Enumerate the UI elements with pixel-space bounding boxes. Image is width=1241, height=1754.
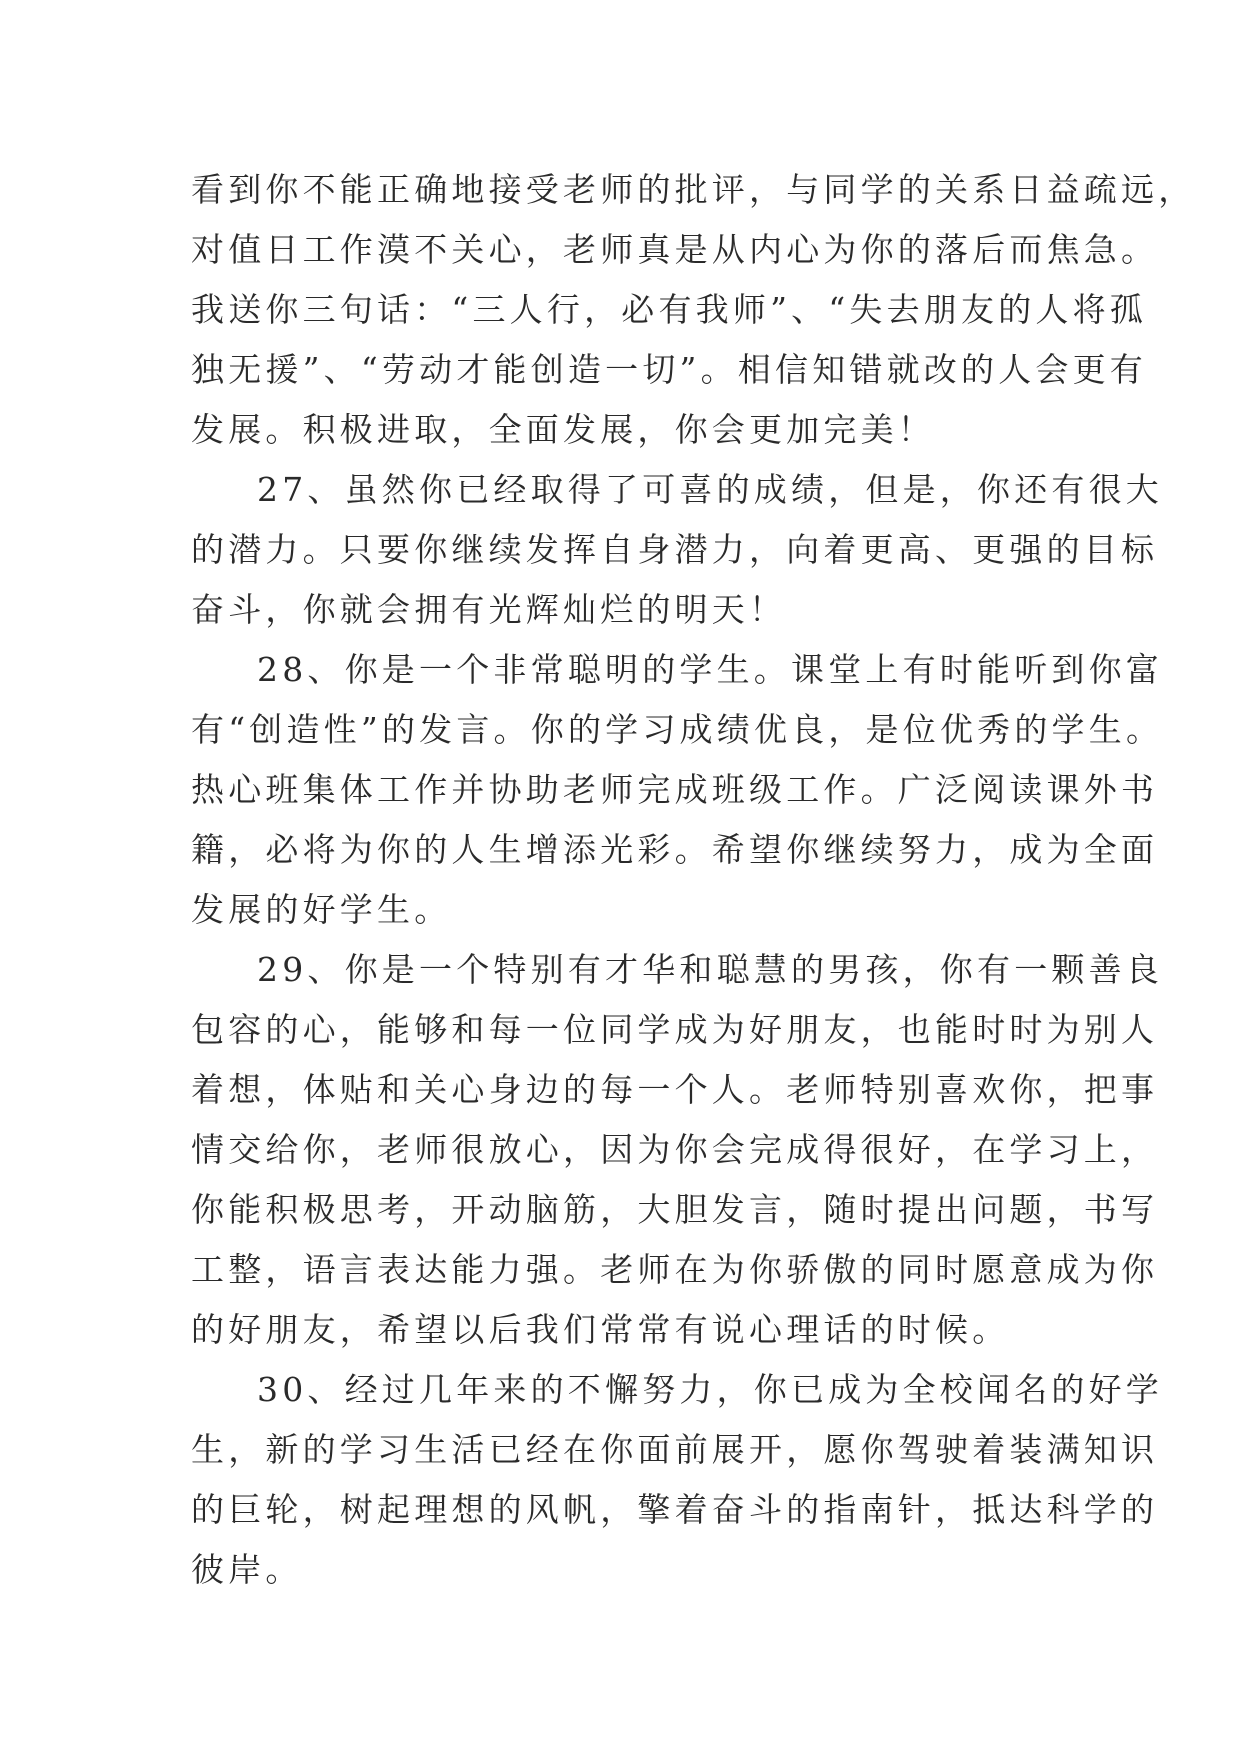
text-line: 生，新的学习生活已经在你面前展开，愿你驾驶着装满知识: [191, 1430, 1159, 1469]
text-line: 发展。积极进取，全面发展，你会更加完美！: [191, 410, 935, 449]
text-line: 工整，语言表达能力强。老师在为你骄傲的同时愿意成为你: [191, 1250, 1159, 1289]
text-line: 的潜力。只要你继续发挥自身潜力，向着更高、更强的目标: [191, 530, 1159, 569]
text-line: 籍，必将为你的人生增添光彩。希望你继续努力，成为全面: [191, 830, 1159, 869]
text-line: 27、虽然你已经取得了可喜的成绩，但是，你还有很大: [257, 470, 1163, 509]
text-line: 有“创造性”的发言。你的学习成绩优良，是位优秀的学生。: [191, 710, 1164, 749]
text-line: 30、经过几年来的不懈努力，你已成为全校闻名的好学: [257, 1370, 1163, 1409]
text-line: 29、你是一个特别有才华和聪慧的男孩，你有一颗善良: [257, 950, 1163, 989]
text-line: 对值日工作漠不关心，老师真是从内心为你的落后而焦急。: [191, 230, 1159, 269]
text-line: 发展的好学生。: [191, 890, 452, 929]
text-line: 你能积极思考，开动脑筋，大胆发言，随时提出问题，书写: [191, 1190, 1159, 1229]
text-line: 热心班集体工作并协助老师完成班级工作。广泛阅读课外书: [191, 770, 1159, 809]
document-body: [191, 160, 1196, 1600]
text-line: 28、你是一个非常聪明的学生。课堂上有时能听到你富: [257, 650, 1163, 689]
text-line: 包容的心，能够和每一位同学成为好朋友，也能时时为别人: [191, 1010, 1159, 1049]
text-line: 看到你不能正确地接受老师的批评，与同学的关系日益疏远，: [191, 170, 1196, 209]
text-line: 的巨轮，树起理想的风帆，擎着奋斗的指南针，抵达科学的: [191, 1490, 1159, 1529]
text-line: 我送你三句话：“三人行，必有我师”、“失去朋友的人将孤: [191, 290, 1148, 329]
text-line: 彼岸。: [191, 1550, 303, 1589]
text-line: 的好朋友，希望以后我们常常有说心理话的时候。: [191, 1310, 1010, 1349]
text-line: 情交给你，老师很放心，因为你会完成得很好，在学习上，: [191, 1130, 1159, 1169]
text-line: 着想，体贴和关心身边的每一个人。老师特别喜欢你，把事: [191, 1070, 1159, 1109]
text-line: 独无援”、“劳动才能创造一切”。相信知错就改的人会更有: [191, 350, 1148, 389]
text-line: 奋斗，你就会拥有光辉灿烂的明天！: [191, 590, 787, 629]
